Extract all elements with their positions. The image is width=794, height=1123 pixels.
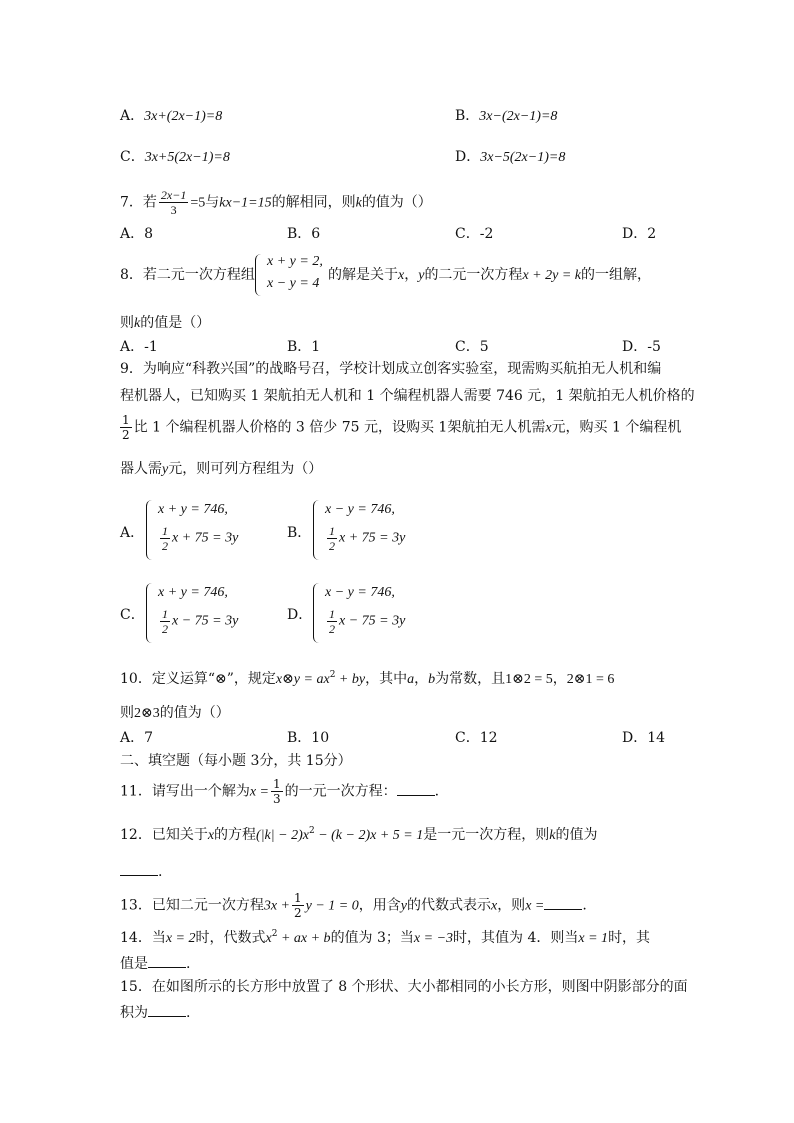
option-label: C． bbox=[120, 149, 145, 165]
q14-mid1: 时，代数式 bbox=[195, 930, 266, 946]
q7-eq1-tail: =5 bbox=[190, 195, 206, 211]
q10-line2 bbox=[120, 703, 230, 724]
q10-def: x⊗y = ax bbox=[275, 672, 330, 687]
option-label: B． bbox=[287, 525, 312, 541]
option-expression: 3x−(2x−1)=8 bbox=[479, 109, 558, 124]
q15-line2 bbox=[120, 1002, 190, 1023]
option-label: A． bbox=[120, 108, 145, 124]
q9-line4 bbox=[120, 459, 322, 480]
q8-system bbox=[255, 254, 335, 298]
q7-option-c[interactable]: C．-2 bbox=[455, 226, 494, 242]
q7-mid: 与 bbox=[205, 194, 220, 211]
system-row-1: x + y = 746, bbox=[158, 502, 228, 517]
q8-prefix: 8．若二元一次方程组 bbox=[120, 267, 255, 283]
system-row-1: x − y = 746, bbox=[325, 502, 395, 517]
q15-end: . bbox=[186, 1005, 191, 1021]
q6-option-c[interactable] bbox=[120, 147, 230, 168]
q9-y: y bbox=[162, 462, 169, 477]
q13-mid: ，用含 bbox=[358, 897, 401, 914]
q11 bbox=[120, 777, 439, 807]
q14-sup: 2 bbox=[271, 929, 278, 939]
brace-icon bbox=[313, 583, 322, 643]
q11-suffix: 的一元一次方程： bbox=[284, 783, 397, 800]
q10-option-d[interactable]: D．14 bbox=[622, 730, 666, 746]
q12-prefix: 12．已知关于 bbox=[120, 827, 208, 843]
q14-prefix: 14．当 bbox=[120, 930, 166, 946]
q10-comma: ， bbox=[414, 671, 429, 687]
q11-fraction bbox=[271, 777, 283, 806]
q14-mid4: 时，其 bbox=[608, 930, 651, 946]
q12-eq: (|k| − 2)x bbox=[256, 828, 309, 843]
q6-option-d[interactable] bbox=[455, 147, 565, 168]
q8-option-b[interactable]: B．1 bbox=[287, 339, 321, 355]
fraction-numerator: 1 bbox=[294, 891, 302, 905]
q13-mid2: 的代数式表示 bbox=[406, 897, 491, 914]
q14-line2a: 值是 bbox=[120, 956, 148, 972]
q10-cond2: 2⊗1 = 6 bbox=[566, 672, 615, 687]
q8-line2-prefix: 则 bbox=[120, 315, 134, 331]
q9-line2: 程机器人，已知购买 1 架航拍无人机和 1 个编程机器人需要 746 元，1 架航拍无人机价格的 bbox=[120, 388, 695, 404]
q10-option-a[interactable]: A．7 bbox=[120, 730, 154, 746]
option-system bbox=[313, 500, 443, 562]
q9-line3a: 比 1 个编程机器人价格的 3 倍少 75 元，设购买 1架航拍无人机需 bbox=[133, 419, 546, 436]
q11-end: . bbox=[434, 783, 440, 800]
q12-line2 bbox=[120, 861, 162, 882]
brace-icon bbox=[146, 500, 155, 560]
option-expression: 3x−5(2x−1)=8 bbox=[480, 150, 566, 165]
q8-stem-tail bbox=[328, 265, 651, 286]
q10-option-b[interactable]: B．10 bbox=[287, 730, 330, 746]
q7-suffix2: 的值为（） bbox=[361, 194, 432, 211]
q10-def-sup: 2 bbox=[329, 670, 336, 680]
option-system bbox=[146, 500, 276, 562]
q13-x: x bbox=[490, 898, 498, 914]
q8-suffix: 的一组解， bbox=[580, 267, 651, 283]
q7-option-a[interactable]: A．8 bbox=[120, 226, 154, 242]
q14-poly: x bbox=[265, 931, 272, 946]
q7-fraction bbox=[159, 188, 188, 217]
q9-line1: 9．为响应“科教兴国”的战略号召，学校计划成立创客实验室，现需购买航拍无人机和编 bbox=[120, 361, 662, 377]
system-row-1: x − y = 746, bbox=[325, 585, 395, 600]
q9-line3b: 元，购买 1 个编程机 bbox=[551, 419, 682, 436]
q9-line4a: 器人需 bbox=[120, 461, 162, 477]
q10-comma2: ， bbox=[552, 671, 567, 687]
brace-icon bbox=[255, 254, 264, 296]
q8-line2-k: k bbox=[134, 316, 141, 331]
q11-prefix: 11．请写出一个解为 bbox=[120, 783, 250, 800]
q10-line2b: 的值为（） bbox=[159, 705, 230, 721]
q7-stem bbox=[120, 188, 432, 218]
q12-x: x bbox=[207, 828, 215, 843]
q12-mid: 的方程 bbox=[214, 827, 257, 843]
q8-comma: ， bbox=[404, 267, 419, 283]
q9-line3 bbox=[118, 413, 681, 443]
q15-line1: 15．在如图所示的长方形中放置了 8 个形状、大小都相同的小长方形，则图中阴影部分的面 bbox=[120, 979, 688, 995]
q12-line1 bbox=[120, 825, 597, 847]
q6-option-b[interactable] bbox=[455, 106, 557, 127]
q13-eq-b: y − 1 = 0 bbox=[305, 898, 359, 914]
option-expression: 3x+(2x−1)=8 bbox=[144, 109, 223, 124]
fraction-denominator: 3 bbox=[273, 792, 281, 806]
q14-c1: x = 2 bbox=[165, 931, 196, 946]
option-label: D． bbox=[455, 149, 481, 165]
option-expression: 3x+5(2x−1)=8 bbox=[144, 150, 230, 165]
q14-c3: x = 1 bbox=[578, 931, 609, 946]
q8-eq: x + 2y = k bbox=[522, 268, 581, 283]
fraction-denominator: 2 bbox=[294, 906, 302, 920]
q7-k: k bbox=[355, 195, 362, 211]
q10-line1c: 为常数，且 bbox=[435, 671, 506, 687]
q8-x: x bbox=[398, 268, 405, 283]
system-row-2: $\frac{1}{2}$ x + 75 = 3y bbox=[162, 524, 239, 553]
answer-blank[interactable] bbox=[148, 953, 186, 968]
q8-option-a[interactable]: A．-1 bbox=[120, 339, 158, 355]
q12-suffix2: 的值为 bbox=[555, 827, 598, 843]
answer-blank[interactable] bbox=[120, 861, 158, 876]
q8-option-d[interactable]: D．-5 bbox=[622, 339, 661, 355]
option-label: D． bbox=[287, 607, 313, 623]
option-label: B． bbox=[455, 108, 480, 124]
q14-mid2: 的值为 3；当 bbox=[330, 930, 414, 946]
q14-end: . bbox=[186, 956, 191, 972]
system-row-2: $\frac{1}{2}$ x − 75 = 3y bbox=[329, 607, 406, 636]
answer-blank[interactable] bbox=[148, 1002, 186, 1017]
q14-mid3: 时，其值为 4．则当 bbox=[453, 930, 579, 946]
answer-blank[interactable] bbox=[397, 781, 435, 796]
option-label: A． bbox=[120, 525, 145, 541]
section-title: 二、填空题（每小题 3分，共 15分） bbox=[120, 753, 352, 769]
q9-x: x bbox=[545, 420, 552, 436]
q10-def-tail: + by bbox=[335, 672, 366, 687]
q14-line1 bbox=[120, 928, 650, 950]
q14-c2: x = −3 bbox=[413, 931, 454, 946]
q8-line2 bbox=[120, 313, 210, 334]
q13 bbox=[120, 891, 587, 921]
q13-fraction bbox=[292, 891, 304, 920]
q13-end: . bbox=[582, 897, 587, 914]
fraction-denominator: 2 bbox=[122, 428, 130, 442]
fraction-denominator: 3 bbox=[170, 203, 177, 217]
system-row-1: x + y = 746, bbox=[158, 585, 228, 600]
q14-line2 bbox=[120, 953, 190, 974]
q10-b: b bbox=[428, 672, 436, 687]
q13-eq-a: 3x + bbox=[263, 898, 290, 914]
system-row-2: $\frac{1}{2}$ x − 75 = 3y bbox=[162, 607, 239, 636]
q7-prefix: 7．若 bbox=[120, 194, 157, 211]
q15-line2a: 积为 bbox=[120, 1005, 148, 1021]
q8-line2-suffix: 的值是（） bbox=[140, 315, 211, 331]
q8-mid2: 的二元一次方程 bbox=[424, 267, 523, 283]
system-row-1: x + y = 2, bbox=[267, 254, 323, 269]
q11-xeq: x = bbox=[249, 784, 269, 800]
q10-line1a: 10．定义运算“⊗”，规定 bbox=[120, 671, 276, 687]
q6-option-a[interactable] bbox=[120, 106, 222, 127]
q12-suffix: 是一元一次方程，则 bbox=[423, 827, 550, 843]
q10-cond1: 1⊗2 = 5 bbox=[505, 672, 553, 687]
q13-xeq: x = bbox=[525, 898, 545, 914]
fraction-numerator: 1 bbox=[122, 413, 130, 427]
system-row-2: x − y = 4 bbox=[267, 276, 320, 291]
q8-mid1: 的解是关于 bbox=[328, 267, 398, 283]
q8-option-c[interactable]: C．5 bbox=[455, 339, 489, 355]
q10-a: a bbox=[407, 672, 415, 687]
brace-icon bbox=[313, 500, 322, 560]
q13-prefix: 13．已知二元一次方程 bbox=[120, 897, 264, 914]
q10-expr: 2⊗3 bbox=[134, 706, 160, 721]
q12-sup: 2 bbox=[308, 826, 315, 836]
q13-y: y bbox=[400, 898, 407, 914]
q7-option-b[interactable]: B．6 bbox=[287, 226, 321, 242]
q9-half bbox=[120, 413, 132, 442]
q13-mid3: ，则 bbox=[497, 897, 526, 914]
answer-blank[interactable] bbox=[544, 895, 582, 910]
option-system bbox=[146, 583, 276, 645]
q9-line4b: 元，则可列方程组为（） bbox=[168, 461, 323, 477]
brace-icon bbox=[146, 583, 155, 643]
q10-line1 bbox=[120, 669, 614, 691]
q10-line1b: ，其中 bbox=[365, 671, 408, 687]
option-label: C． bbox=[120, 607, 145, 623]
q10-option-c[interactable]: C．12 bbox=[455, 730, 498, 746]
q10-line2a: 则 bbox=[120, 705, 134, 721]
q7-suffix: 的解相同，则 bbox=[271, 194, 356, 211]
q14-poly-tail: + ax + b bbox=[277, 931, 331, 946]
q12-k: k bbox=[549, 828, 556, 843]
fraction-numerator: 1 bbox=[273, 777, 281, 791]
q8-y: y bbox=[418, 268, 425, 283]
q12-eq-tail: − (k − 2)x + 5 = 1 bbox=[314, 828, 424, 843]
q12-end: . bbox=[158, 864, 163, 880]
q7-eq2: kx−1=15 bbox=[219, 195, 272, 211]
option-system bbox=[313, 583, 443, 645]
system-row-2: $\frac{1}{2}$ x + 75 = 3y bbox=[329, 524, 406, 553]
fraction-numerator: 2x−1 bbox=[160, 188, 187, 202]
q7-option-d[interactable]: D．2 bbox=[622, 226, 657, 242]
